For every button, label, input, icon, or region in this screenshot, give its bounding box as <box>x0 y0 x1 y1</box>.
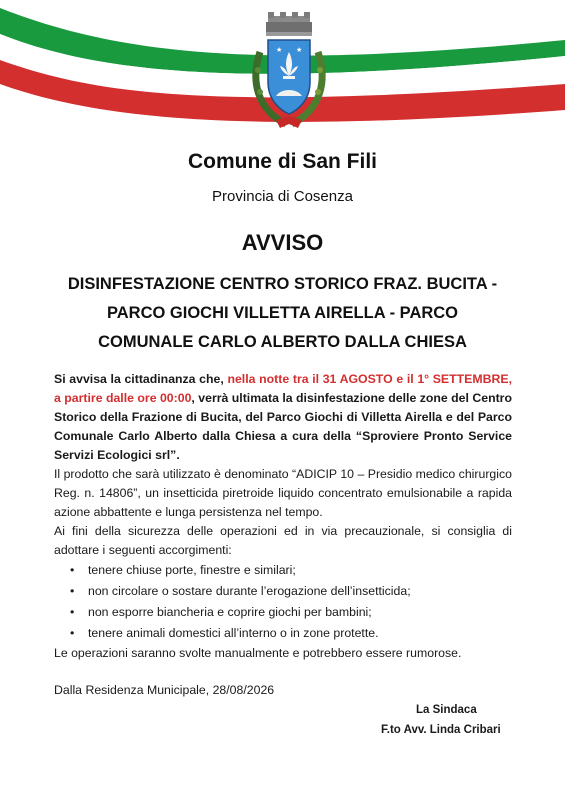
closing-paragraph: Le operazioni saranno svolte manualmente e potrebbero essere rumorose. <box>54 646 462 660</box>
municipal-crest-icon <box>246 12 332 132</box>
product-paragraph: Il prodotto che sarà utilizzato è denominato “ADICIP 10 – Presidio medico chirurgico Reg. n. 14806”, un insetticida piretroide liquido concentrato emulsionabile a rapida azione abbattente e lunga persistenza nel tempo. <box>54 467 512 519</box>
page-subtitle: Provincia di Cosenza <box>212 188 353 205</box>
notice-heading-line: DISINFESTAZIONE CENTRO STORICO FRAZ. BUCITA - <box>67 275 498 293</box>
measures-list <box>54 560 512 644</box>
notice-heading <box>30 270 535 357</box>
list-item: • non circolare o sostare durante l’erogazione dell’insetticida; <box>54 581 512 602</box>
svg-text:★: ★ <box>296 46 303 54</box>
notice-heading-line: COMUNALE CARLO ALBERTO DALLA CHIESA <box>98 333 467 351</box>
notice-heading-line: PARCO GIOCHI VILLETTA AIRELLA - PARCO <box>106 304 459 322</box>
signer-role: La Sindaca <box>416 704 477 716</box>
list-item: • non esporre biancheria e coprire giochi per bambini; <box>54 602 512 623</box>
list-item: • tenere chiuse porte, finestre e similari; <box>54 560 512 581</box>
list-item: • tenere animali domestici all’interno o in zone protette. <box>54 623 512 644</box>
intro-paragraph <box>54 370 512 465</box>
page-title: Comune di San Fili <box>187 150 377 173</box>
notice-body <box>54 370 512 663</box>
svg-text:★: ★ <box>276 46 283 54</box>
signer-name: F.to Avv. Linda Cribari <box>381 724 501 736</box>
intro-text: Si avvisa la cittadinanza che, <box>54 372 228 386</box>
place-date: Dalla Residenza Municipale, 28/08/2026 <box>54 683 275 697</box>
intro-text-continued: , verrà ultimata la disinfestazione delle zone del Centro Storico della Frazione di Bucita, del Parco Giochi di Villetta Airella e del Parco Comunale Carlo Alberto dalla Chiesa a cura della “Sproviere Pronto Service Servizi Ecologici srl”. <box>54 391 512 462</box>
intro-date-highlight: nella notte tra il 31 AGOSTO e il 1° SETTEMBRE, a partire dalle ore 00:00 <box>54 372 512 405</box>
notice-label: AVVISO <box>241 230 324 255</box>
advice-paragraph: Ai fini della sicurezza delle operazioni ed in via precauzionale, si consiglia di adottare i seguenti accorgimenti: <box>54 524 512 557</box>
